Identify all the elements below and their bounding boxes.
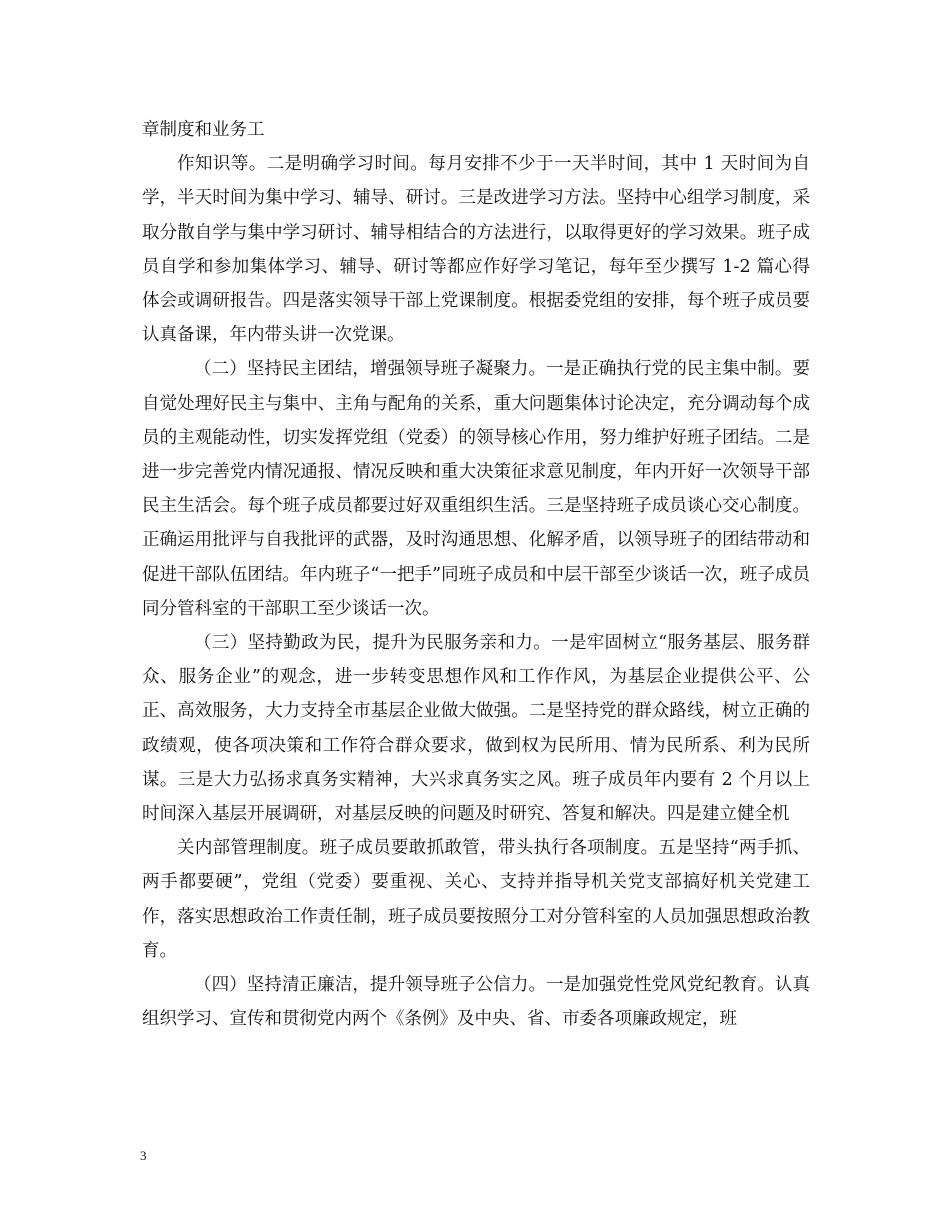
paragraph-section-three: （三）坚持勤政为民，提升为民服务亲和力。一是牢固树立“服务基层、服务群众、服务企业”的观念，进一步转变思想作风和工作作风，为基层企业提供公平、公正、高效服务，大力支持全市基层企业做大做强。二是坚持党的群众路线，树立正确的政绩观，使各项决策和工作符合群众要求，做到权为民所用、情为民所系、利为民所谋。三是大力弘扬求真务实精神，大兴求真务实之风。班子成员年内要有 2 个月以上时间深入基层开展调研，对基层反映的问题及时研究、答复和解决。四是建立健全机 [142,633,810,825]
paragraph-section-four: （四）坚持清正廉洁，提升领导班子公信力。一是加强党性党风党纪教育。认真组织学习、宣传和贯彻党内两个《条例》及中央、省、市委各项廉政规定，班 [142,975,810,1030]
page-number: 3 [140,1148,147,1163]
paragraph-internal-management: 关内部管理制度。班子成员要敢抓敢管，带头执行各项制度。五是坚持“两手抓、两手都要硬”，党组（党委）要重视、关心、支持并指导机关党支部搞好机关党建工作，落实思想政治工作责任制，班子成员要按照分工对分管科室的人员加强思想政治教育。 [142,838,810,961]
paragraph-study-plan: 作知识等。二是明确学习时间。每月安排不少于一天半时间，其中 1 天时间为自学，半天时间为集中学习、辅导、研讨。三是改进学习方法。坚持中心组学习制度，采取分散自学与集中学习研讨、辅导相结合的方法进行，以取得更好的学习效果。班子成员自学和参加集体学习、辅导、研讨等都应作好学习笔记，每年至少撰写 1-2 篇心得体会或调研报告。四是落实领导干部上党课制度。根据委党组的安排，每个班子成员要认真备课，年内带头讲一次党课。 [142,154,810,346]
paragraph-section-two: （二）坚持民主团结，增强领导班子凝聚力。一是正确执行党的民主集中制。要自觉处理好民主与集中、主角与配角的关系，重大问题集体讨论决定，充分调动每个成员的主观能动性，切实发挥党组（党委）的领导核心作用，努力维护好班子团结。二是进一步完善党内情况通报、情况反映和重大决策征求意见制度，年内开好一次领导干部民主生活会。每个班子成员都要过好双重组织生活。三是坚持班子成员谈心交心制度。正确运用批评与自我批评的武器，及时沟通思想、化解矛盾，以领导班子的团结带动和促进干部队伍团结。年内班子“一把手”同班子成员和中层干部至少谈话一次，班子成员同分管科室的干部职工至少谈话一次。 [142,359,810,619]
document-body [142,113,810,1036]
paragraph-fragment-heading: 章制度和业务工 [142,120,265,140]
